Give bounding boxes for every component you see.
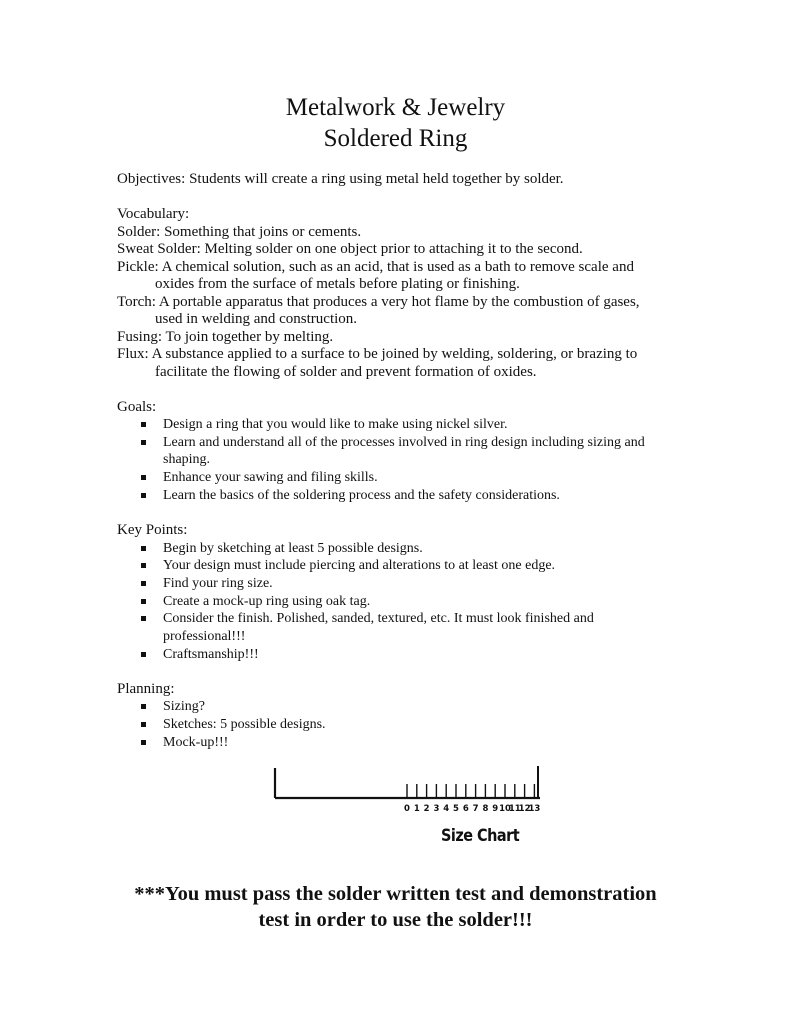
document-body <box>117 171 677 752</box>
square-bullet-icon <box>141 475 146 480</box>
ruler-labels <box>404 804 540 814</box>
list-item-text: Enhance your sawing and filing skills. <box>163 470 378 486</box>
goals-heading: Goals: <box>117 398 157 415</box>
list-item-text: Sizing? <box>163 699 205 715</box>
list-item <box>117 434 663 469</box>
vocabulary-line: Pickle: A chemical solution, such as an acid, that is used as a bath to remove scale and <box>117 258 634 275</box>
vocabulary-line: Torch: A portable apparatus that produces a very hot flame by the combustion of gases, <box>117 293 640 310</box>
vocabulary-line: Solder: Something that joins or cements. <box>117 223 362 240</box>
list-item <box>117 575 663 593</box>
ruler-tick-label: 12 <box>518 804 531 814</box>
vocabulary-heading: Vocabulary: <box>117 206 190 222</box>
size-chart-label: Size Chart <box>441 826 520 846</box>
square-bullet-icon <box>141 704 146 709</box>
notice-line-1: ***You must pass the solder written test and demonstration <box>134 883 657 905</box>
square-bullet-icon <box>141 440 146 445</box>
solder-test-notice <box>0 881 791 933</box>
ruler-tick-label: 5 <box>453 804 459 814</box>
page-title <box>0 92 791 154</box>
square-bullet-icon <box>141 652 146 657</box>
ruler-ticks <box>407 784 534 797</box>
list-item <box>117 557 663 575</box>
ruler-tick-label: 1 <box>413 804 420 814</box>
list-item-text: Craftsmanship!!! <box>163 646 259 662</box>
list-item-text: Create a mock-up ring using oak tag. <box>163 593 371 609</box>
list-item <box>117 416 663 434</box>
ruler-tick-label: 7 <box>472 804 479 814</box>
list-item <box>117 646 663 664</box>
square-bullet-icon <box>141 546 146 551</box>
list-item-text: Design a ring that you would like to make using nickel silver. <box>163 417 508 432</box>
vocabulary-list <box>117 224 677 382</box>
list-item-text: Learn the basics of the soldering process and the safety considerations. <box>163 487 560 503</box>
list-item <box>117 593 663 611</box>
ruler-tick-label: 2 <box>423 804 430 814</box>
vocabulary-line: Fusing: To join together by melting. <box>117 328 334 345</box>
list-item <box>117 734 663 752</box>
square-bullet-icon <box>141 740 146 745</box>
planning-heading: Planning: <box>117 680 175 697</box>
square-bullet-icon <box>141 722 146 727</box>
ruler-tick-label: 9 <box>492 804 499 814</box>
list-item-text: Your design must include piercing and alterations to at least one edge. <box>163 558 556 574</box>
square-bullet-icon <box>141 616 146 621</box>
list-item-text: Begin by sketching at least 5 possible designs. <box>163 540 423 556</box>
square-bullet-icon <box>141 599 146 604</box>
square-bullet-icon <box>141 493 146 498</box>
list-item <box>117 716 663 734</box>
vocabulary-line: Flux: A substance applied to a surface to be joined by welding, soldering, or brazing to <box>117 346 638 362</box>
list-item-text: Sketches: 5 possible designs. <box>163 717 326 733</box>
square-bullet-icon <box>141 563 146 568</box>
list-item <box>117 610 663 645</box>
title-line-1: Metalwork & Jewelry <box>285 94 506 121</box>
ruler-tick-label: 11 <box>508 804 521 814</box>
list-item-text: Find your ring size. <box>163 575 273 591</box>
list-item <box>117 469 663 487</box>
list-item-text: Consider the finish. Polished, sanded, textured, etc. It must look finished and professional!!! <box>163 611 594 645</box>
square-bullet-icon <box>141 422 146 427</box>
planning-list <box>117 698 677 751</box>
title-line-2: Soldered Ring <box>323 125 468 152</box>
list-item <box>117 540 663 558</box>
vocabulary-line: used in welding and construction. <box>155 311 358 327</box>
vocabulary-line: facilitate the flowing of solder and prevent formation of oxides. <box>155 363 537 380</box>
key-points-heading: Key Points: <box>117 522 188 539</box>
ruler-tick-label: 4 <box>443 804 450 814</box>
key-points-list <box>117 540 677 664</box>
ruler-tick-label: 13 <box>528 804 541 814</box>
square-bullet-icon <box>141 581 146 586</box>
goals-list <box>117 416 677 505</box>
ruler-tick-label: 10 <box>499 804 511 814</box>
notice-line-2: test in order to use the solder!!! <box>258 909 533 931</box>
ruler-tick-label: 3 <box>433 804 440 814</box>
ruler-tick-label: 8 <box>482 804 489 814</box>
vocabulary-line: oxides from the surface of metals before plating or finishing. <box>155 276 520 292</box>
list-item <box>117 698 663 716</box>
ruler-tick-label: 0 <box>404 804 410 814</box>
list-item <box>117 487 663 505</box>
ruler-tick-label: 6 <box>462 804 469 814</box>
list-item-text: Learn and understand all of the processes involved in ring design including sizing and shaping. <box>163 434 645 468</box>
objectives-text: Objectives: Students will create a ring using metal held together by solder. <box>117 171 564 187</box>
vocabulary-line: Sweat Solder: Melting solder on one object prior to attaching it to the second. <box>117 241 583 257</box>
list-item-text: Mock-up!!! <box>163 734 229 750</box>
